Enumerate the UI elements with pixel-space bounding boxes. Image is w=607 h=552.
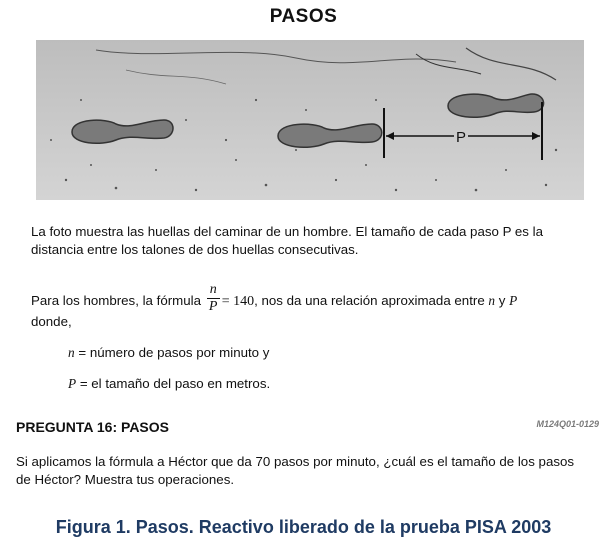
intro-paragraph: La foto muestra las huellas del caminar de un hombre. El tamaño de cada paso P es la distancia entre los talones de dos huellas consecutivas. — [31, 224, 543, 257]
definition-p-var: P — [68, 376, 77, 391]
formula-fraction — [207, 282, 220, 315]
formula-numerator: n — [207, 282, 220, 299]
formula-equals: = 140 — [221, 294, 255, 310]
question-code: M124Q01-0129 — [536, 419, 599, 429]
formula-denominator: P — [208, 299, 218, 314]
definition-n — [68, 345, 269, 361]
formula-line — [31, 282, 518, 318]
photo-label-p: P — [455, 129, 467, 146]
definition-n-var: n — [68, 345, 75, 360]
definition-p-text: = el tamaño del paso en metros. — [79, 376, 271, 391]
formula-var-p: P — [509, 293, 518, 309]
question-title: PREGUNTA 16: PASOS — [16, 419, 169, 435]
question-text: Si aplicamos la fórmula a Héctor que da 70 pasos por minuto, ¿cuál es el tamaño de los pasos de Héctor? Muestra tus operaciones. — [16, 454, 575, 487]
formula-suffix: , nos da una relación aproximada entre — [254, 293, 485, 309]
formula-conj: y — [498, 293, 506, 309]
figure-caption: Figura 1. Pasos. Reactivo liberado de la prueba PISA 2003 — [55, 517, 552, 537]
definition-p — [68, 376, 270, 392]
donde-label: donde, — [31, 314, 72, 329]
formula-prefix: Para los hombres, la fórmula — [31, 293, 201, 309]
definition-n-text: = número de pasos por minuto y — [78, 345, 270, 360]
formula-var-n: n — [488, 293, 496, 309]
footprints-photo — [36, 40, 584, 200]
page-title: PASOS — [269, 6, 338, 27]
